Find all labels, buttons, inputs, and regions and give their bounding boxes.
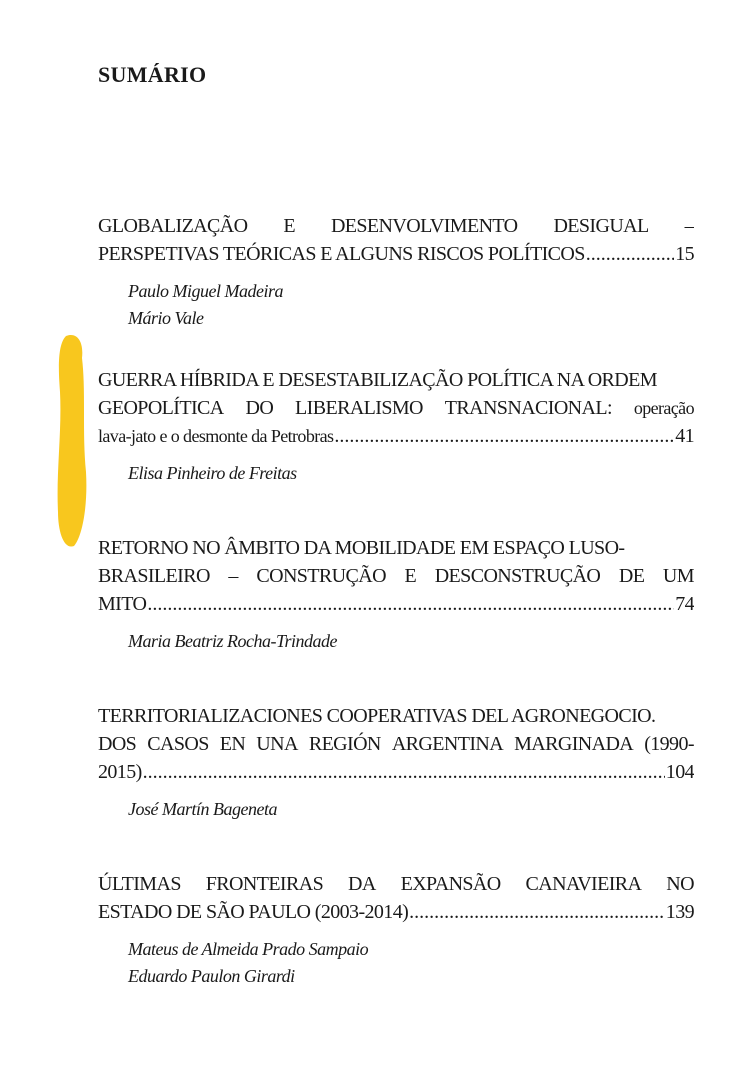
title-word: CASOS — [147, 733, 209, 755]
title-word: NO — [666, 873, 694, 895]
title-word: ÚLTIMAS — [98, 873, 181, 895]
title-word: operação — [633, 398, 694, 418]
title-word: E — [283, 215, 296, 237]
title-word: TRANSNACIONAL: — [444, 397, 612, 419]
title-word: MARGINADA — [514, 733, 634, 755]
entry-title-line — [98, 366, 694, 394]
title-word: – — [228, 565, 238, 587]
title-word: LIBERALISMO — [295, 397, 423, 419]
title-word: ARGENTINA — [391, 733, 504, 755]
entry-title-line — [98, 394, 694, 422]
entry-title-line — [98, 702, 694, 730]
entry-title-line — [98, 422, 694, 450]
dot-leader — [409, 898, 665, 926]
title-word: DA — [348, 873, 376, 895]
title-word: DESCONSTRUÇÃO — [434, 565, 601, 587]
author-list — [98, 278, 694, 332]
title-text: PERSPETIVAS TEÓRICAS E ALGUNS RISCOS POLÍTICOS — [98, 243, 585, 265]
author-list — [98, 936, 694, 990]
entry-title-line — [98, 870, 694, 898]
title-word: GEOPOLÍTICA — [98, 397, 224, 419]
entry-title-line — [98, 758, 694, 786]
title-word: DOS — [98, 733, 137, 755]
author-list — [98, 460, 694, 487]
title-word: UNA — [256, 733, 298, 755]
dot-leader — [334, 422, 674, 450]
title-word: DE — [618, 565, 645, 587]
title-text: 2015) — [98, 761, 142, 783]
author-name: Elisa Pinheiro de Freitas — [128, 463, 297, 483]
page-number[interactable]: 139 — [665, 901, 694, 923]
title-word: BRASILEIRO — [98, 565, 210, 587]
title-word: DESENVOLVIMENTO — [330, 215, 518, 237]
page-number[interactable]: 104 — [665, 761, 694, 783]
title-word: – — [684, 215, 694, 237]
entry-title-line — [98, 534, 694, 562]
title-text: RETORNO NO ÂMBITO DA MOBILIDADE EM ESPAÇO LUSO- — [98, 537, 625, 559]
author-name: Maria Beatriz Rocha-Trindade — [128, 631, 337, 651]
page-title: SUMÁRIO — [98, 62, 207, 87]
entry-title-line — [98, 562, 694, 590]
title-text: MITO — [98, 593, 147, 615]
dot-leader — [147, 590, 674, 618]
page-number[interactable]: 15 — [675, 243, 694, 265]
entry-title-line — [98, 898, 694, 926]
title-word: REGIÓN — [308, 733, 381, 755]
title-text: GUERRA HÍBRIDA E DESESTABILIZAÇÃO POLÍTICA NA ORDEM — [98, 369, 657, 391]
title-word: DO — [245, 397, 274, 419]
title-word: FRONTEIRAS — [205, 873, 324, 895]
dot-leader — [143, 758, 665, 786]
author-name: José Martín Bageneta — [128, 799, 277, 819]
author-name: Mário Vale — [128, 308, 204, 328]
toc-entry-1[interactable] — [98, 212, 694, 332]
entry-title-line — [98, 240, 694, 268]
title-text: ESTADO DE SÃO PAULO (2003-2014) — [98, 901, 409, 923]
title-word: CONSTRUÇÃO — [256, 565, 386, 587]
entry-title-line — [98, 590, 694, 618]
toc-entry-5[interactable] — [98, 870, 694, 990]
author-list — [98, 628, 694, 655]
title-word: GLOBALIZAÇÃO — [98, 215, 248, 237]
author-list — [98, 796, 694, 823]
author-name: Eduardo Paulon Girardi — [128, 966, 295, 986]
entry-title-line — [98, 730, 694, 758]
entry-title-line — [98, 212, 694, 240]
toc-entry-4[interactable] — [98, 702, 694, 823]
page-number[interactable]: 74 — [675, 593, 694, 615]
title-word: EXPANSÃO — [400, 873, 501, 895]
title-word: EN — [219, 733, 246, 755]
title-text: TERRITORIALIZACIONES COOPERATIVAS DEL AGRONEGOCIO. — [98, 705, 656, 727]
title-word: DESIGUAL — [553, 215, 649, 237]
dot-leader — [586, 240, 674, 268]
page-number[interactable]: 41 — [675, 425, 694, 447]
toc-entry-3[interactable] — [98, 534, 694, 655]
toc-entry-2[interactable] — [98, 366, 694, 487]
title-text: lava-jato e o desmonte da Petrobras — [98, 426, 334, 446]
author-name: Mateus de Almeida Prado Sampaio — [128, 939, 369, 959]
title-word: (1990- — [644, 733, 694, 755]
author-name: Paulo Miguel Madeira — [128, 281, 283, 301]
highlighter-mark — [52, 332, 96, 550]
title-word: CANAVIEIRA — [525, 873, 642, 895]
title-word: E — [404, 565, 417, 587]
title-word: UM — [662, 565, 694, 587]
